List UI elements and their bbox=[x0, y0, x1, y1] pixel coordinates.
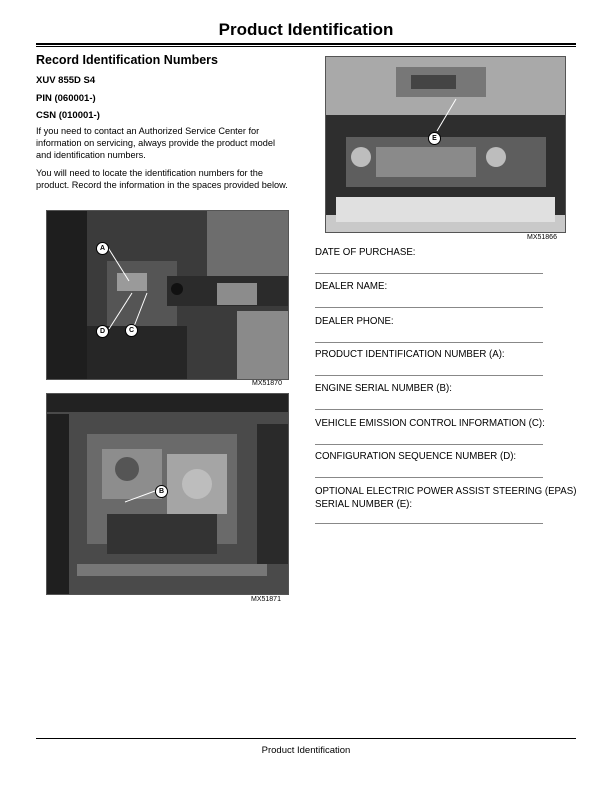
figure-caption-2: MX51871 bbox=[251, 596, 281, 603]
field-line-product-id[interactable] bbox=[315, 375, 543, 376]
footer-rule bbox=[36, 738, 576, 739]
pin-range: PIN (060001-) bbox=[36, 93, 96, 104]
callout-c: C bbox=[125, 324, 138, 337]
field-line-config-sequence[interactable] bbox=[315, 477, 543, 478]
field-label-emission-control: VEHICLE EMISSION CONTROL INFORMATION (C): bbox=[315, 418, 545, 429]
field-label-dealer-name: DEALER NAME: bbox=[315, 281, 388, 292]
photo-pin-location bbox=[46, 210, 289, 380]
photo-engine-serial bbox=[46, 393, 289, 595]
field-line-date-of-purchase[interactable] bbox=[315, 273, 543, 274]
field-line-epas-serial[interactable] bbox=[315, 523, 543, 524]
csn-range: CSN (010001-) bbox=[36, 110, 100, 121]
field-line-dealer-name[interactable] bbox=[315, 307, 543, 308]
section-heading: Record Identification Numbers bbox=[36, 53, 218, 67]
header-rule-thin bbox=[36, 46, 576, 47]
instruction-paragraph: You will need to locate the identification numbers for the product. Record the information in the spaces provided below. bbox=[36, 168, 288, 191]
header-rule-thick bbox=[36, 43, 576, 45]
figure-caption-3: MX51866 bbox=[527, 234, 557, 241]
callout-d: D bbox=[96, 325, 109, 338]
field-label-epas-serial: OPTIONAL ELECTRIC POWER ASSIST STEERING (EPAS) SERIAL NUMBER (E): bbox=[315, 486, 577, 510]
model-number: XUV 855D S4 bbox=[36, 75, 96, 86]
page-title: Product Identification bbox=[218, 20, 394, 39]
field-label-product-id: PRODUCT IDENTIFICATION NUMBER (A): bbox=[315, 349, 505, 360]
field-label-dealer-phone: DEALER PHONE: bbox=[315, 316, 394, 327]
callout-a: A bbox=[96, 242, 109, 255]
intro-paragraph: If you need to contact an Authorized Service Center for information on servicing, always provide the product model and identification numbers. bbox=[36, 126, 275, 161]
field-line-dealer-phone[interactable] bbox=[315, 342, 543, 343]
figure-caption-1: MX51870 bbox=[252, 380, 282, 387]
page-footer: Product Identification bbox=[261, 745, 351, 756]
field-line-engine-serial[interactable] bbox=[315, 409, 543, 410]
field-line-emission-control[interactable] bbox=[315, 444, 543, 445]
photo-epas-location bbox=[325, 56, 566, 233]
field-label-date-of-purchase: DATE OF PURCHASE: bbox=[315, 247, 416, 258]
callout-e: E bbox=[428, 132, 441, 145]
field-label-engine-serial: ENGINE SERIAL NUMBER (B): bbox=[315, 383, 452, 394]
callout-b: B bbox=[155, 485, 168, 498]
field-label-config-sequence: CONFIGURATION SEQUENCE NUMBER (D): bbox=[315, 451, 517, 462]
